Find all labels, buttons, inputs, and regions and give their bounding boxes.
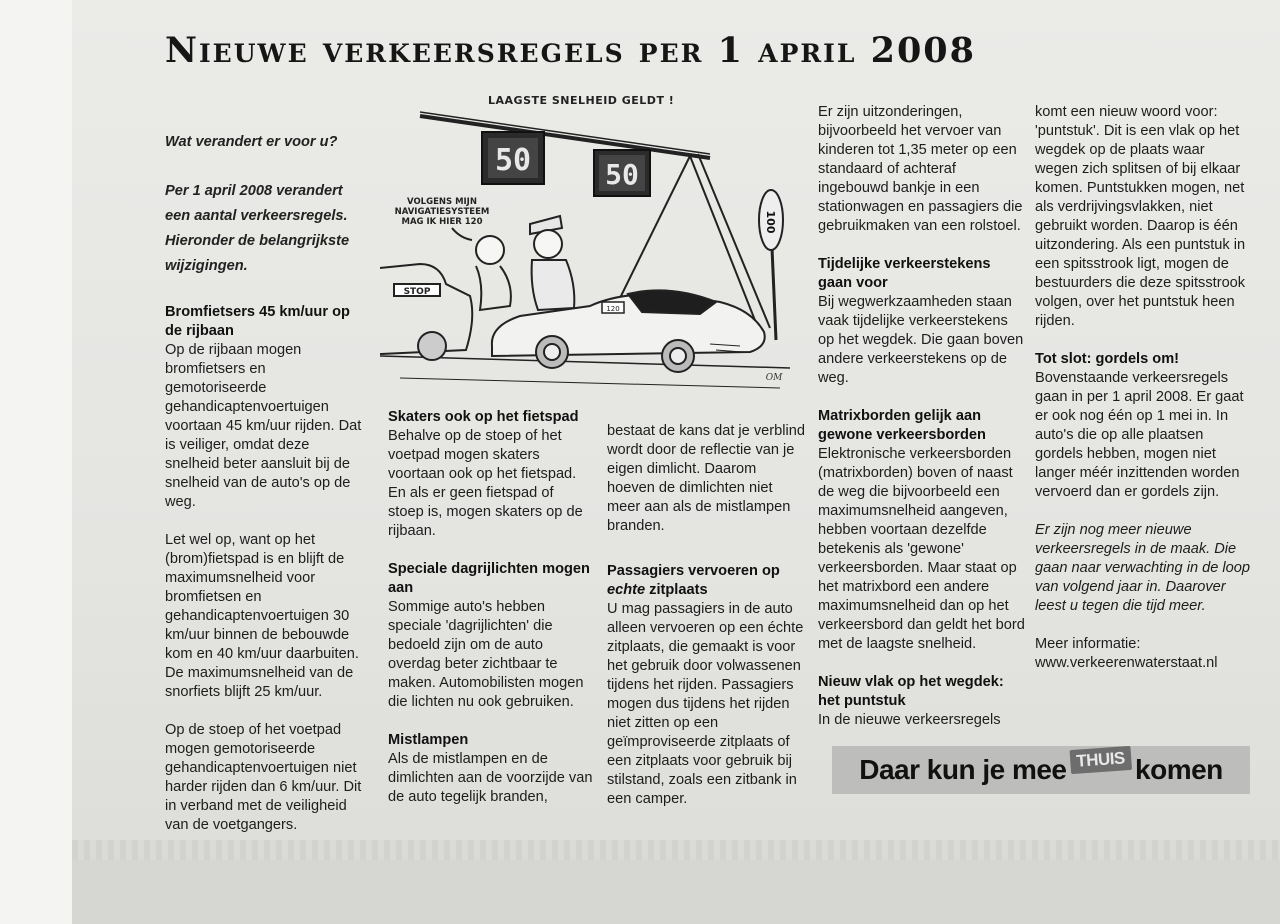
paragraph-mistlampen: Als de mistlampen en de dimlichten aan de voorzijde van de auto tegelijk branden, <box>388 751 593 805</box>
stop-label: STOP <box>403 287 431 297</box>
paragraph-matrixborden: Elektronische verkeersborden (matrixborden) boven of naast de weg die bijvoorbeeld een maximumsnelheid aangeven, hebben voortaan dezelfde betekenis als 'gewone' verkeersborden. Maar staat op het matrixbord een andere maximumsnelheid dan op het verkeersbord dan geldt het bord met de laagste snelheid. <box>818 446 1025 652</box>
heading-bromfietsers: Bromfietsers 45 km/uur op de rijbaan <box>165 304 350 339</box>
heading-passagiers-emphasis: echte <box>607 582 646 598</box>
article-column-5 <box>1035 103 1250 673</box>
heading-passagiers <box>607 562 807 600</box>
slogan-highlight: THUIS <box>1069 746 1131 774</box>
cartoon-caption: LAAGSTE SNELHEID GELDT ! <box>488 94 675 107</box>
article-column-2 <box>388 408 593 807</box>
paragraph-bromfietsers-3: Op de stoep of het voetpad mogen gemotoriseerde gehandicaptenvoertuigen niet harder rijden dan 6 km/uur. Dit in verband met de veiligheid van de voetgangers. <box>165 722 362 833</box>
paragraph-mistlampen-cont: bestaat de kans dat je verblind wordt door de reflectie van je eigen dimlicht. Daarom hoeven de dimlichten niet meer aan als de mistlampen branden. <box>607 423 805 534</box>
heading-gordels: Tot slot: gordels om! <box>1035 351 1180 367</box>
paragraph-bromfietsers-2: Let wel op, want op het (brom)fietspad is en blijft de maximumsnelheid voor bromfietsen en gehandicaptenvoertuigen 30 km/uur binnen de bebouwde kom en 40 km/uur daarbuiten. De maximumsnelheid van de snorfiets blijft 25 km/uur. <box>165 532 359 700</box>
matrix-board-2 <box>594 150 650 196</box>
heading-mistlampen: Mistlampen <box>388 732 469 748</box>
article-column-4 <box>818 103 1028 730</box>
paragraph-puntstuk: In de nieuwe verkeersregels <box>818 712 1001 728</box>
cartoon-illustration <box>380 88 800 408</box>
slogan-banner <box>832 746 1250 794</box>
speech-line-1: VOLGENS MIJN <box>407 197 477 207</box>
paragraph-skaters: Behalve op de stoep of het voetpad mogen skaters voortaan ook op het fietspad. En als er geen fietspad of stoep is, mogen skaters op de rijbaan. <box>388 428 583 539</box>
heading-passagiers-part-1: Passagiers vervoeren op <box>607 563 780 579</box>
paragraph-gordels: Bovenstaande verkeersregels gaan in per 1 april 2008. Er gaat er ook nog één op 1 mei in. In auto's die op alle plaatsen gordels hebben, mogen niet langer méér inzittenden worden vervoerd dan er gordels zijn. <box>1035 370 1244 500</box>
article-column-1 <box>165 130 365 835</box>
intro-text: Per 1 april 2008 verandert een aantal verkeersregels. Hieronder de belangrijkste wijzigingen. <box>165 183 350 274</box>
heading-skaters: Skaters ook op het fietspad <box>388 409 579 425</box>
heading-tijdelijke-verkeerstekens: Tijdelijke verkeerstekens gaan voor <box>818 256 991 291</box>
paragraph-meer-regels: Er zijn nog meer nieuwe verkeersregels in de maak. Die gaan naar verwachting in de loop van volgend jaar in. Daarover leest u tegen die tijd meer. <box>1035 522 1251 614</box>
cartoon-signature: OM <box>765 373 783 383</box>
paragraph-tijdelijke-verkeerstekens: Bij wegwerkzaamheden staan vaak tijdelijke verkeerstekens op het wegdek. Die gaan boven andere verkeerstekens op de weg. <box>818 294 1024 386</box>
more-info-label: Meer informatie: <box>1035 636 1141 652</box>
matrix-board-1-value: 50 <box>494 143 532 178</box>
more-info-url: www.verkeerenwaterstaat.nl <box>1035 655 1218 671</box>
slogan-text-before: Daar kun je mee <box>859 754 1067 785</box>
intro-question: Wat verandert er voor u? <box>165 134 338 150</box>
car-plate: 120 <box>606 305 620 313</box>
heading-matrixborden: Matrixborden gelijk aan gewone verkeersborden <box>818 408 986 443</box>
paper-bottom-edge <box>72 860 1280 924</box>
article-column-3 <box>607 422 807 809</box>
paragraph-bromfietsers-1: Op de rijbaan mogen bromfietsers en gemotoriseerde gehandicaptenvoertuigen voortaan 45 km/uur rijden. Dat is veiliger, omdat deze snelheid beter aansluit bij de snelheid van de auto's op de weg. <box>165 342 362 510</box>
heading-dagrijlichten: Speciale dagrijlichten mogen aan <box>388 561 590 596</box>
matrix-board-1 <box>482 132 544 184</box>
road-sign-value: 100 <box>764 210 777 234</box>
paragraph-dagrijlichten: Sommige auto's hebben speciale 'dagrijlichten' die bedoeld zijn om de auto overdag beter zichtbaar te maken. Automobilisten mogen die lichten nu ook gebruiken. <box>388 599 584 710</box>
headline: Nieuwe verkeersregels per 1 april 2008 <box>165 30 977 71</box>
speech-line-3: MAG IK HIER 120 <box>401 217 483 227</box>
matrix-board-2-value: 50 <box>605 158 639 191</box>
slogan-text-after: komen <box>1135 754 1223 785</box>
paragraph-uitzonderingen: Er zijn uitzonderingen, bijvoorbeeld het vervoer van kinderen tot 1,35 meter op een standaard of achteraf ingebouwd bankje in een stationwagen en passagiers die gebruikmaken van een rolstoel. <box>818 104 1023 234</box>
paragraph-passagiers: U mag passagiers in de auto alleen vervoeren op een échte zitplaats, die gemaakt is voor het gebruik door volwassenen tijdens het rijden. Passagiers mogen dus tijdens het rijden niet zitten op een geïmproviseerde zitplaats of een zitplaats voor gebruik bij stilstand, zoals een zitbank in een camper. <box>607 601 804 807</box>
paragraph-puntstuk-cont: komt een nieuw woord voor: 'puntstuk'. Dit is een vlak op het wegdek op de plaats waar wegen zich splitsen of bij elkaar komen. Puntstukken mogen, net als verdrijvingsvlakken, niet gebruikt worden. Daarop is één uitzondering. Als een puntstuk in een spitsstrook ligt, mogen de bestuurders die deze spitsstrook volgen, over het puntstuk heen rijden. <box>1035 104 1246 329</box>
speech-line-2: NAVIGATIESYSTEEM <box>394 207 490 217</box>
heading-puntstuk: Nieuw vlak op het wegdek: het puntstuk <box>818 674 1004 709</box>
heading-passagiers-part-2: zitplaats <box>645 582 708 598</box>
paper-edge-strip <box>72 840 1280 860</box>
